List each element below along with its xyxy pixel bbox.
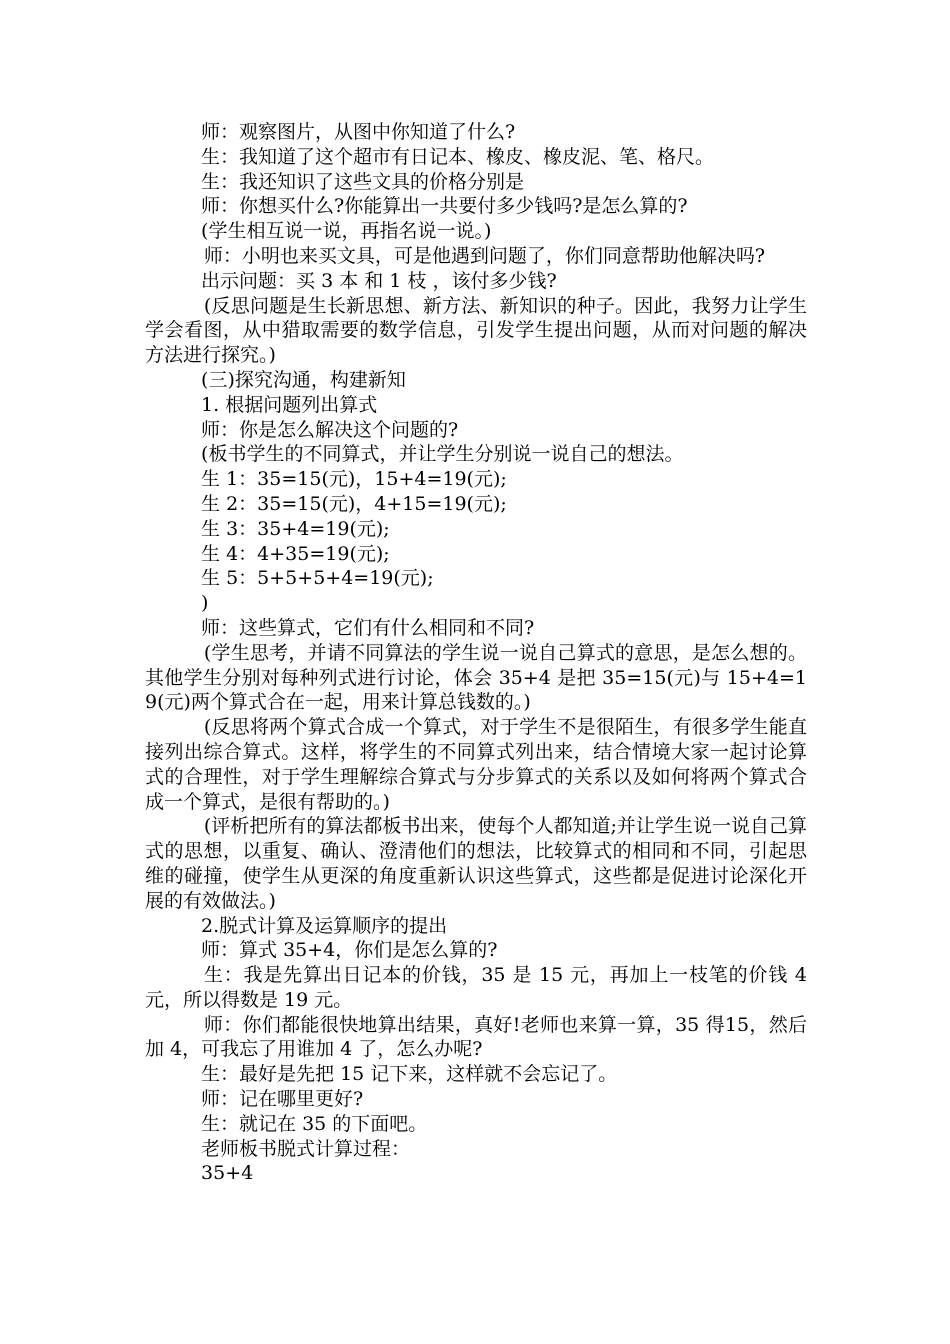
equation-line: 生 3：35+4=19(元); bbox=[201, 517, 390, 540]
equation-line: 生 2：35=15(元)，4+15=19(元); bbox=[201, 492, 507, 515]
paragraph: 师：你想买什么?你能算出一共要付多少钱吗?是怎么算的? bbox=[201, 195, 688, 218]
paragraph: (反思将两个算式合成一个算式，对于学生不是很陌生，有很多学生能直接列出综合算式。这样，将学生的不同算式列出来，结合情境大家一起讨论算式的合理性，对于学生理解综合算式与分步算式的关系以及如何将两个算式合成一个算式，是很有帮助的。) bbox=[145, 716, 807, 813]
paragraph: 师：你是怎么解决这个问题的? bbox=[201, 418, 459, 441]
equation-line: 生 5：5+5+5+4=19(元); bbox=[201, 567, 434, 590]
paragraph: 师：小明也来买文具，可是他遇到问题了，你们同意帮助他解决吗? bbox=[203, 244, 766, 267]
paragraph: (反思问题是生长新思想、新方法、新知识的种子。因此，我努力让学生学会看图，从中猎取需要的数学信息，引发学生提出问题，从而对问题的解决方法进行探究。) bbox=[145, 294, 807, 367]
paragraph: 师：这些算式，它们有什么相同和不同? bbox=[201, 616, 535, 639]
document-body bbox=[145, 120, 807, 1186]
paragraph: 生：我知道了这个超市有日记本、橡皮、橡皮泥、笔、格尺。 bbox=[201, 145, 715, 168]
subsection-heading: 2.脱式计算及运算顺序的提出 bbox=[201, 914, 448, 937]
paragraph: (评析把所有的算法都板书出来，使每个人都知道;并让学生说一说自己算式的思想，以重复、确认、澄清他们的想法，比较算式的相同和不同，引起思维的碰撞，使学生从更深的角度重新认识这些算式，这些都是促进讨论深化开展的有效做法。) bbox=[145, 815, 807, 912]
paragraph: (学生相互说一说，再指名说一说。) bbox=[201, 220, 492, 243]
paragraph: 生：我是先算出日记本的价钱，35 是 15 元，再加上一枝笔的价钱 4 元，所以得数是 19 元。 bbox=[145, 964, 807, 1011]
paragraph: 师：你们都能很快地算出结果，真好!老师也来算一算，35 得15，然后加 4，可我忘了用谁加 4 了，怎么办呢? bbox=[145, 1013, 807, 1061]
paragraph: 生：我还知识了这些文具的价格分别是 bbox=[201, 170, 525, 193]
paragraph: 生：最好是先把 15 记下来，这样就不会忘记了。 bbox=[201, 1063, 618, 1086]
equation-line: 生 4：4+35=19(元); bbox=[201, 542, 390, 565]
paragraph: 出示问题：买 3 本 和 1 枝 ，该付多少钱? bbox=[201, 269, 557, 292]
paragraph: 师：记在哪里更好? bbox=[201, 1088, 364, 1111]
paragraph: 师：观察图片，从图中你知道了什么? bbox=[201, 121, 516, 143]
section-heading: (三)探究沟通，构建新知 bbox=[201, 368, 406, 391]
paragraph: ) bbox=[201, 592, 209, 615]
equation-line: 生 1：35=15(元)，15+4=19(元); bbox=[201, 468, 507, 491]
paragraph: (板书学生的不同算式，并让学生分别说一说自己的想法。 bbox=[201, 443, 684, 466]
paragraph: 老师板书脱式计算过程： bbox=[201, 1137, 411, 1160]
subsection-heading: 1. 根据问题列出算式 bbox=[201, 393, 378, 416]
paragraph: 生：就记在 35 的下面吧。 bbox=[201, 1112, 428, 1135]
paragraph: 师：算式 35+4，你们是怎么算的? bbox=[201, 939, 498, 962]
equation-line: 35+4 bbox=[201, 1162, 254, 1185]
paragraph: (学生思考，并请不同算法的学生说一说自己算式的意思，是怎么想的。其他学生分别对每种列式进行讨论，体会 35+4 是把 35=15(元)与 15+4=19(元)两个算式合在一起，用来计算总钱数的。) bbox=[145, 641, 807, 714]
